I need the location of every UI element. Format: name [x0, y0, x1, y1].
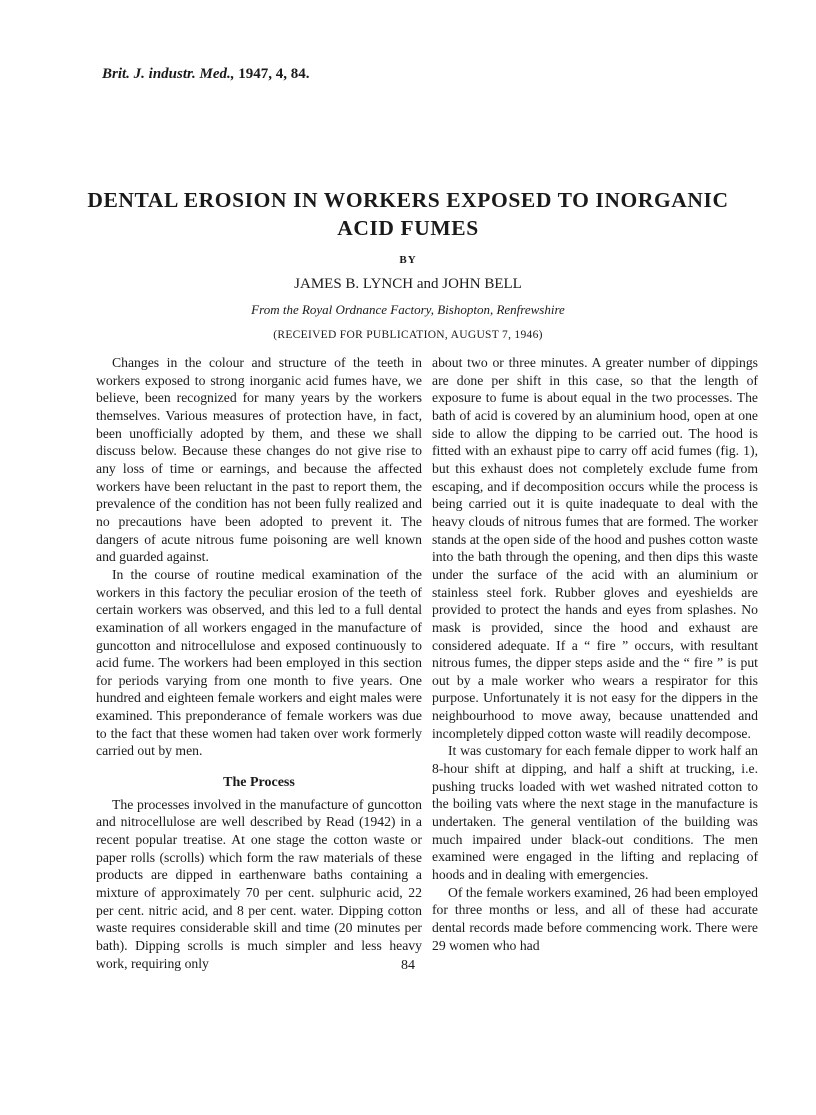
- affiliation: From the Royal Ordnance Factory, Bishopton, Renfrewshire: [251, 302, 565, 317]
- paragraph: Of the female workers examined, 26 had been employed for three months or less, and all of these had accurate dental records made before commencing work. There were 29 women who had: [432, 884, 758, 953]
- paragraph: In the course of routine medical examination of the workers in this factory the peculiar erosion of the teeth of certain workers was observed, and this led to a full dental examination of all workers engaged in the manufacture of guncotton and nitrocellulose and exposed continuously to acid fume. The workers had been employed in this section for periods varying from one month to five years. One hundred and eighteen female workers and eight males were examined. This preponderance of female workers was due to the fact that these women had taken over work formerly carried out by men.: [96, 566, 422, 759]
- journal-citation: [102, 66, 310, 83]
- paragraph-continued: about two or three minutes. A greater number of dippings are done per shift in this case, so that the length of exposure to fume is about equal in the two processes. The bath of acid is covered by an aluminium hood, open at one side to allow the dipping to be carried out. The hood is fitted with an exhaust pipe to carry off acid fumes (fig. 1), but this exhaust does not completely exclude fume from escaping, and if decomposition occurs while the process is being carried out it is quite inadequate to deal with the heavy clouds of nitrous fumes that are formed. The worker stands at the open side of the hood and pushes cotton waste into the bath through the opening, and then dips this waste under the surface of the acid with an aluminium or stainless steel fork. Rubber gloves and eyeshields are provided to protect the hands and eyes from splashes. No mask is provided, since the hood and exhaust are considered adequate. If a “ fire ” occurs, with resultant nitrous fumes, the dipper steps aside and the “ fire ” is put out by a male worker who wears a respirator for this purpose. Unfortunately it is not easy for the dippers in the neighbourhood to move away, because unattended and incompletely dipped cotton waste will readily decompose.: [432, 355, 758, 741]
- page-number: 84: [401, 958, 415, 973]
- right-column: [432, 354, 758, 954]
- authors: JAMES B. LYNCH and JOHN BELL: [294, 276, 522, 292]
- received-date: (RECEIVED FOR PUBLICATION, AUGUST 7, 1946): [273, 329, 543, 341]
- paragraph: The processes involved in the manufacture of guncotton and nitrocellulose are well described by Read (1942) in a recent popular treatise. At one stage the cotton waste or paper rolls (scrolls) which form the raw materials of these products are dipped in earthenware baths containing a mixture of approximately 70 per cent. sulphuric acid, 22 per cent. nitric acid, and 8 per cent. water. Dipping cotton waste requires considerable skill and time (20 minutes per bath). Dipping scrolls is much simpler and less heavy work, requiring only: [96, 796, 422, 971]
- journal-year-volume-page: 1947, 4, 84.: [238, 66, 310, 82]
- section-heading: The Process: [223, 775, 295, 791]
- journal-name: Brit. J. industr. Med.,: [102, 66, 235, 82]
- left-column: [96, 354, 422, 972]
- article-title: DENTAL EROSION IN WORKERS EXPOSED TO INORGANIC ACID FUMES: [87, 188, 729, 240]
- by-line: BY: [399, 254, 417, 266]
- paragraph: Changes in the colour and structure of the teeth in workers exposed to strong inorganic acid fumes have, we believe, been recognized for many years by the workers themselves. Various measures of protection have, in fact, been unofficially adopted by them, and these we shall discuss below. Because these changes do not give rise to any loss of time or earnings, and because the affected workers have been reluctant in the past to report them, the prevalence of the condition has not been fully realized and no precautions have been adopted to prevent it. The dangers of acute nitrous fume poisoning are well known and guarded against.: [96, 355, 422, 565]
- paragraph: It was customary for each female dipper to work half an 8-hour shift at dipping, and half a shift at trucking, i.e. pushing trucks loaded with wet washed nitrated cotton to the boiling vats where the next stage in the manufacture is undertaken. The general ventilation of the building was much impaired under black-out conditions. The men examined were engaged in the lifting and replacing of hoods and in dealing with emergencies.: [432, 743, 758, 883]
